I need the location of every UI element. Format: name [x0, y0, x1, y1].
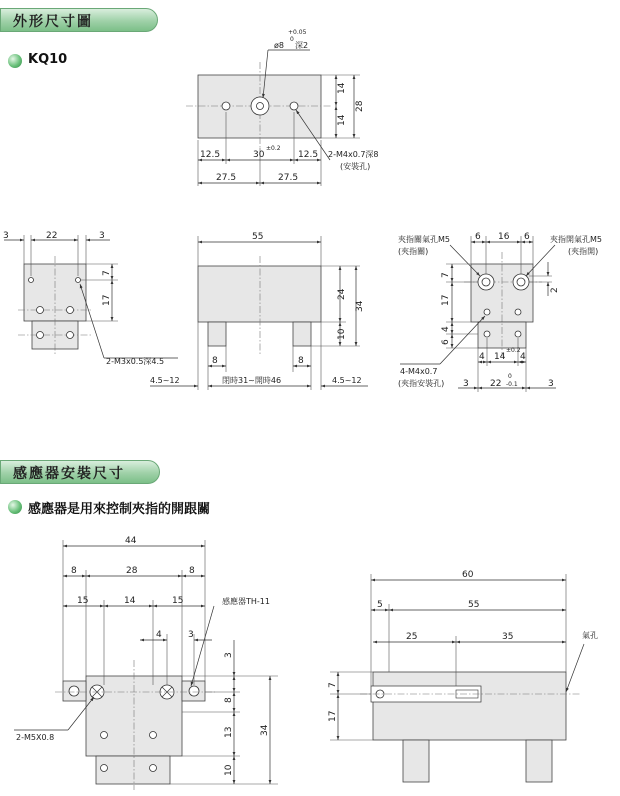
mount-hole: [222, 102, 230, 110]
side-l5: 5: [377, 600, 383, 610]
jaw-left: [208, 322, 226, 346]
jaw-right: [293, 322, 311, 346]
side-view: [3, 231, 178, 366]
end-view: [398, 232, 602, 392]
bore-depth: 深2: [295, 41, 309, 50]
dim-h-lower: 14: [337, 114, 347, 126]
end-v-a: 4: [441, 326, 451, 332]
section-title-dimensions: 外形尺寸圖: [13, 14, 93, 30]
dim-top-center-tol: ±0.2: [266, 145, 281, 152]
side-c25: 25: [406, 632, 418, 642]
sensor-overall: 44: [125, 536, 137, 546]
port-close-label: 夾指關氣孔M5: [398, 235, 450, 244]
model-subtitle: KQ10: [28, 52, 68, 67]
sensor-l8: 8: [71, 566, 77, 576]
front-jaw-left: 8: [212, 356, 218, 366]
bore-tol-bottom: 0: [290, 36, 294, 43]
end-top-left: 6: [475, 232, 481, 242]
jaw-thread-sub: (夾指安裝孔): [398, 379, 445, 388]
jaw-thread-hole: [484, 309, 490, 315]
section-title-sensor: 感應器安裝尺寸: [13, 466, 125, 482]
front-jaw-right: 8: [298, 356, 304, 366]
sensor-label: 感應器TH-11: [222, 597, 270, 606]
side-v7: 7: [328, 682, 338, 688]
sensor-thread: 2-M5X0.8: [16, 733, 55, 742]
sensor-mid28: 28: [126, 566, 138, 576]
jaw-thread-hole: [515, 309, 521, 315]
front-h-total: 34: [355, 300, 365, 312]
side-b55: 55: [468, 600, 480, 610]
end-b-mid-tol-top: 0: [508, 373, 512, 380]
side-d35: 35: [502, 632, 514, 642]
end-v-upper: 7: [441, 272, 451, 278]
port-close-sub: (夾指關): [398, 247, 429, 256]
end-b-mid-tol-bottom: -0.1: [506, 381, 518, 388]
side-overall: 60: [462, 570, 474, 580]
sensor-a15: 15: [77, 596, 89, 606]
sensor-end-view: [14, 536, 278, 790]
sensor-d4: 4: [156, 630, 162, 640]
end-bot-4b: 4: [520, 352, 526, 362]
dim-h-upper: 14: [337, 82, 347, 94]
end-bot-14-tol: ±0.2: [506, 347, 521, 354]
port-open-sub: (夾指開): [568, 247, 599, 256]
bore-label: ø8: [274, 41, 284, 50]
side-thread-hole: [76, 278, 81, 283]
end-v-mid: 17: [441, 294, 451, 306]
dim-top-center: 30: [253, 150, 265, 160]
end-top-right: 6: [524, 232, 530, 242]
end-b-right: 3: [548, 379, 554, 389]
end-v-b: 6: [441, 339, 451, 345]
end-bot-14: 14: [494, 352, 506, 362]
sensor-c15: 15: [172, 596, 184, 606]
mount-note-sub: (安裝孔): [340, 162, 371, 171]
sensor-v10: 10: [224, 764, 234, 776]
side-dim-v-upper: 7: [102, 270, 112, 276]
top-view: [186, 29, 379, 186]
sensor-side-view: [328, 570, 598, 782]
sensor-b14: 14: [124, 596, 136, 606]
dim-top-right: 12.5: [298, 150, 319, 160]
end-b-mid: 22: [490, 379, 502, 389]
stroke-left: 4.5~12: [150, 376, 180, 385]
side-dim-left: 3: [3, 231, 9, 241]
side-thread-note: 2-M3x0.5深4.5: [106, 357, 165, 366]
side-v17: 17: [328, 710, 338, 722]
end-side-2: 2: [550, 287, 560, 293]
side-port: 氣孔: [582, 631, 598, 640]
dim-top-left: 12.5: [200, 150, 221, 160]
side-dim-mid: 22: [46, 231, 58, 241]
side-thread-hole: [29, 278, 34, 283]
end-top-mid: 16: [498, 232, 510, 242]
bore-tol-top: +0.05: [288, 29, 307, 36]
sensor-e3: 3: [188, 630, 194, 640]
sensor-subtitle: 感應器是用來控制夾指的開跟關: [28, 502, 211, 517]
front-view: [150, 232, 368, 390]
end-b-left: 3: [463, 379, 469, 389]
front-width: 55: [252, 232, 264, 242]
front-jaw-height: 10: [337, 328, 347, 340]
side-dim-right: 3: [99, 231, 105, 241]
end-bot-4a: 4: [479, 352, 485, 362]
sensor-r8: 8: [189, 566, 195, 576]
jaw-thread-note: 4-M4x0.7: [400, 367, 438, 376]
dim-h-total: 28: [355, 100, 365, 112]
sensor-v3: 3: [224, 652, 234, 658]
dim-half-left: 27.5: [216, 173, 237, 183]
sensor-side-body: [373, 672, 566, 740]
side-dim-v-lower: 17: [102, 294, 112, 306]
front-h-body: 24: [337, 288, 347, 300]
sensor-v8: 8: [224, 697, 234, 703]
sensor-v34: 34: [260, 724, 270, 736]
dim-half-right: 27.5: [278, 173, 299, 183]
sensor-v13: 13: [224, 726, 234, 738]
mount-note: 2-M4x0.7深8: [328, 150, 379, 159]
stroke-mid: 閉時31~開時46: [222, 376, 282, 385]
stroke-right: 4.5~12: [332, 376, 362, 385]
port-open-label: 夾指開氣孔M5: [550, 235, 602, 244]
front-view-body: [198, 266, 321, 322]
mount-hole: [290, 102, 298, 110]
